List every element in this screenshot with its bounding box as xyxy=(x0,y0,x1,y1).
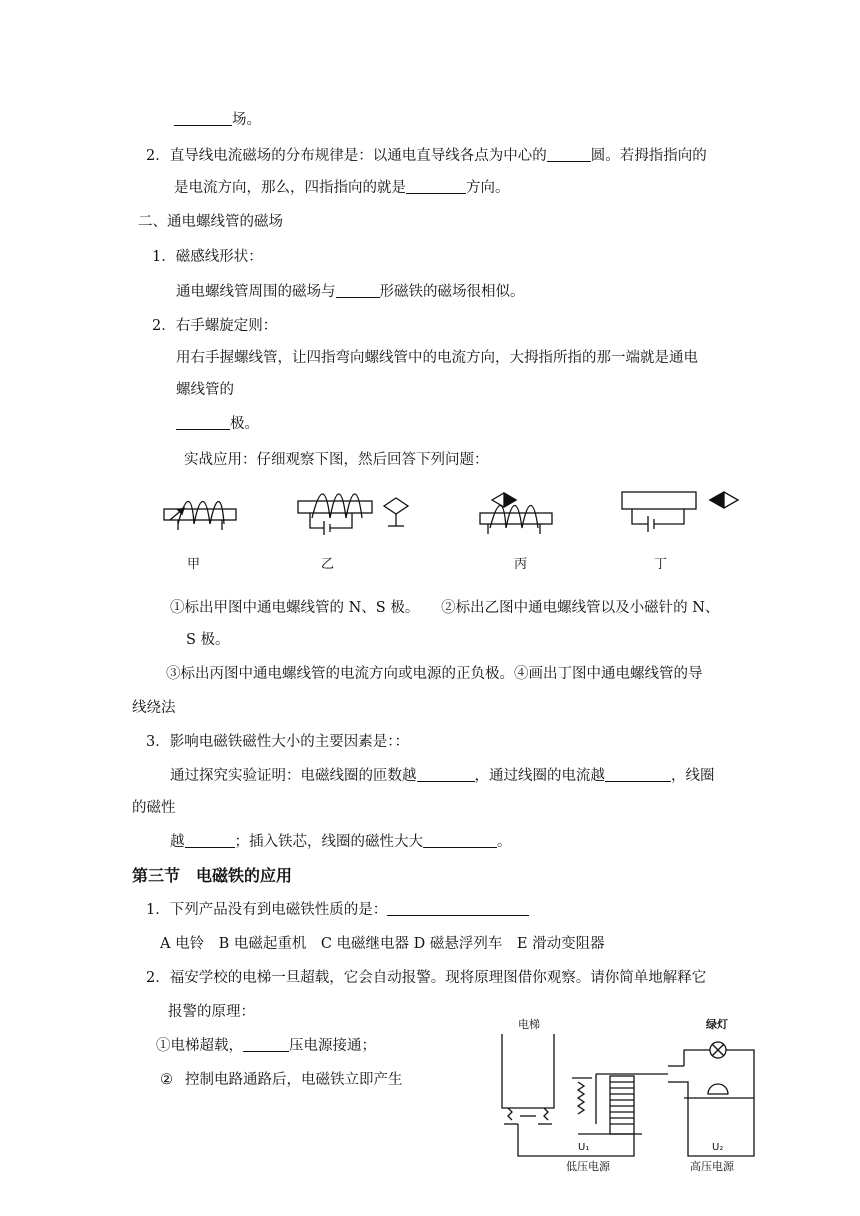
high-voltage-label: 高压电源 xyxy=(690,1160,734,1173)
answer-blank[interactable] xyxy=(605,767,671,782)
answer-blank[interactable] xyxy=(417,767,475,782)
text: 控制电路通路后，电磁铁立即产生 xyxy=(185,1072,403,1088)
question-straight-wire xyxy=(146,146,707,166)
question-straight-wire-cont xyxy=(174,178,510,198)
text: ，线圈 xyxy=(671,768,715,784)
answer-blank[interactable] xyxy=(423,833,497,848)
answer-blank[interactable] xyxy=(336,283,380,298)
question-elevator: 2．福安学校的电梯一旦超载，它会自动报警。现将原理图借你观察。请你简单地解释它 xyxy=(146,970,707,986)
practice-intro: 实战应用：仔细观察下图，然后回答下列问题： xyxy=(184,452,489,468)
answer-blank[interactable] xyxy=(185,833,235,848)
answer-blank[interactable] xyxy=(547,147,591,162)
text: ，通过线圈的电流越 xyxy=(474,768,605,784)
answer-blank[interactable] xyxy=(387,901,529,916)
section-title-electromagnet-applications: 第三节 电磁铁的应用 xyxy=(132,866,293,885)
text: 是电流方向，那么，四指指向的就是 xyxy=(174,180,406,196)
figure-question-3b: 线绕法 xyxy=(132,700,176,716)
line-field-suffix xyxy=(174,110,261,130)
elevator-alarm-circuit xyxy=(492,1016,772,1176)
text: 压电源接通； xyxy=(289,1038,376,1054)
low-voltage-label: 低压电源 xyxy=(566,1160,610,1173)
answer-blank[interactable] xyxy=(243,1037,289,1052)
figure-bing xyxy=(480,493,552,534)
text: 2．直导线电流磁场的分布规律是：以通电直导线各点为中心的 xyxy=(146,148,547,164)
figure-label-bing: 丙 xyxy=(514,557,528,572)
figure-label-ding: 丁 xyxy=(654,557,668,572)
text: 圆。若拇指指向的 xyxy=(590,148,707,164)
figure-jia xyxy=(164,502,236,531)
text: ①电梯超载， xyxy=(156,1038,243,1054)
experiment-sentence-2: 的磁性 xyxy=(132,800,176,816)
text: 。 xyxy=(497,834,512,850)
figure-label-yi: 乙 xyxy=(321,557,335,572)
elevator-answer-2 xyxy=(160,1070,403,1090)
figure-yi xyxy=(298,494,408,535)
answer-blank[interactable] xyxy=(174,111,232,126)
figure-question-1: ①标出甲图中通电螺线管的 N、S 极。 ②标出乙图中通电螺线管以及小磁针的 N、 xyxy=(170,600,720,616)
text: ；插入铁芯，线圈的磁性大大 xyxy=(234,834,423,850)
subsection-field-shape: 1．磁感线形状： xyxy=(152,249,263,265)
experiment-sentence xyxy=(170,766,715,786)
u1-label: U₁ xyxy=(578,1142,590,1153)
figure-question-1b: S 极。 xyxy=(186,632,230,648)
question-elevator-2: 报警的原理： xyxy=(168,1004,255,1020)
answer-blank[interactable] xyxy=(406,179,466,194)
solenoid-figures xyxy=(0,484,860,594)
text: 场。 xyxy=(232,112,261,128)
figure-ding xyxy=(622,492,738,532)
field-shape-sentence xyxy=(176,282,525,302)
right-hand-rule-text: 用右手握螺线管，让四指弯向螺线管中的电流方向，大拇指所指的那一端就是通电 xyxy=(176,350,698,366)
subsection-right-hand-rule: 2．右手螺旋定则： xyxy=(152,318,278,334)
elevator-answer-1 xyxy=(156,1036,376,1056)
text: 通过探究实验证明：电磁线圈的匝数越 xyxy=(170,768,417,784)
question-products xyxy=(146,900,529,920)
text: 形磁铁的磁场很相似。 xyxy=(379,284,525,300)
right-hand-rule-blank xyxy=(176,414,259,434)
section-title-solenoid: 二、通电螺线管的磁场 xyxy=(138,214,283,230)
subsection-electromagnet-factors: 3．影响电磁铁磁性大小的主要因素是：： xyxy=(146,734,409,750)
figure-label-jia: 甲 xyxy=(187,557,201,572)
figure-question-3: ③标出丙图中通电螺线管的电流方向或电源的正负极。④画出丁图中通电螺线管的导 xyxy=(166,666,703,682)
text: ② xyxy=(160,1072,173,1088)
answer-blank[interactable] xyxy=(176,415,230,430)
elevator-label: 电梯 xyxy=(518,1018,540,1031)
experiment-sentence-3 xyxy=(170,832,512,852)
product-options: A 电铃 B 电磁起重机 C 电磁继电器 D 磁悬浮列车 E 滑动变阻器 xyxy=(160,936,605,952)
right-hand-rule-text-2: 螺线管的 xyxy=(176,382,234,398)
green-light-label: 绿灯 xyxy=(706,1018,728,1031)
text: 通电螺线管周围的磁场与 xyxy=(176,284,336,300)
text: 1．下列产品没有到电磁铁性质的是： xyxy=(146,902,388,918)
u2-label: U₂ xyxy=(712,1142,724,1153)
text: 极。 xyxy=(230,416,259,432)
text: 方向。 xyxy=(466,180,510,196)
text: 越 xyxy=(170,834,185,850)
